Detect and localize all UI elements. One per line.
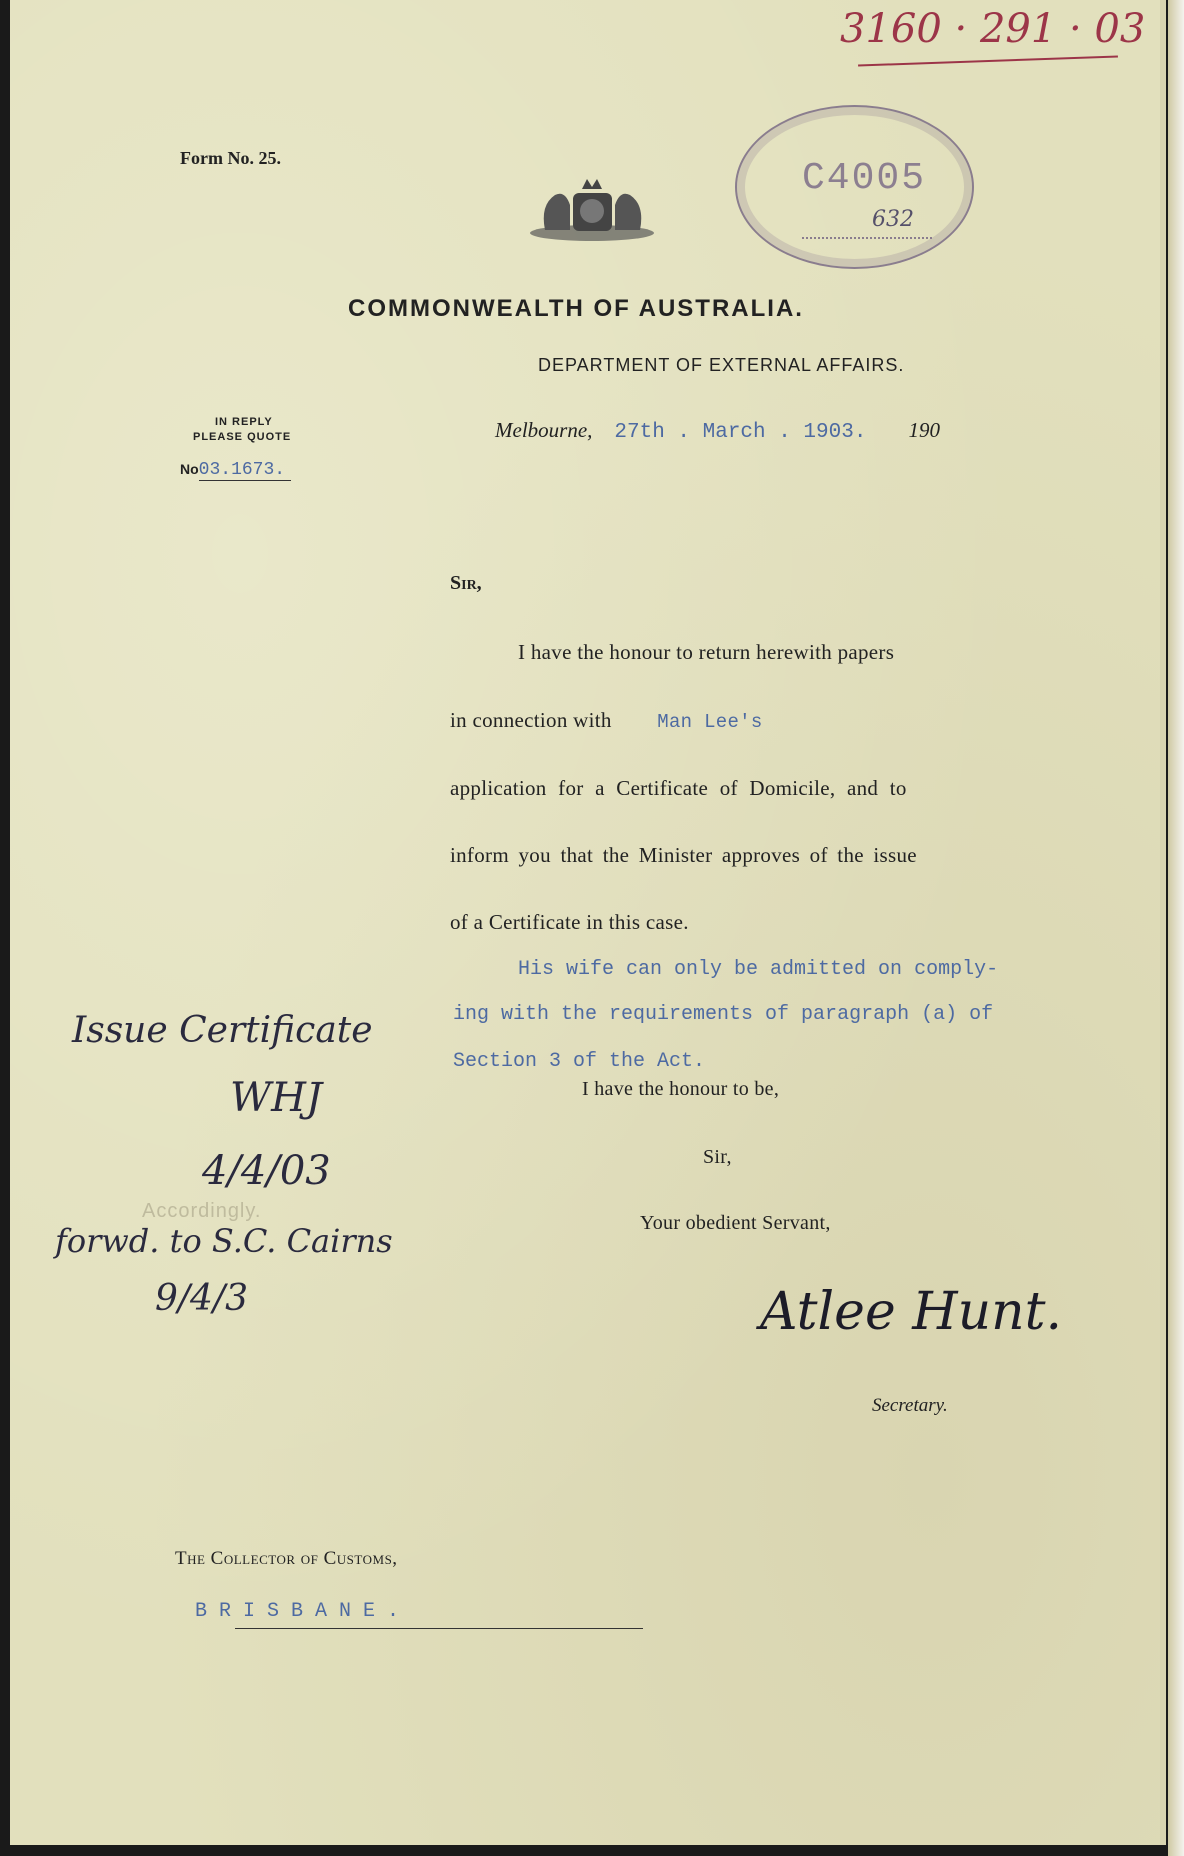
page-edge-shadow [1168,0,1184,1856]
applicant-name: Man Lee's [657,711,763,733]
margin-note-date-1: 4/4/03 [202,1148,331,1194]
date-printed-year: 190 [908,418,940,442]
reply-no-label: No [180,461,199,477]
closing-line-3: Your obedient Servant, [640,1212,831,1234]
salutation: Sir, [450,572,482,594]
closing-line-1: I have the honour to be, [582,1078,780,1100]
reply-line1: IN REPLY [215,416,273,428]
form-number: Form No. 25. [180,148,281,168]
reply-line2: PLEASE QUOTE [193,431,292,443]
stamp-number: C4005 [802,157,927,200]
body-line-4: inform you that the Minister approves of the issue [450,843,917,867]
stamp-underline [802,237,932,241]
addressee-underline [235,1628,643,1629]
margin-note-faint: Accordingly. [142,1200,262,1222]
body-line-2 [450,708,763,733]
coat-of-arms-emblem [525,175,660,250]
date-line [495,418,940,444]
closing-line-2: Sir, [703,1146,732,1168]
body-line-3: application for a Certificate of Domicile, and to [450,776,907,800]
signatory-title: Secretary. [872,1395,948,1416]
body-line-1: I have the honour to return herewith papers [518,640,895,664]
margin-note-forwarded: forwd. to S.C. Cairns [55,1222,393,1260]
addressee-line-1: The Collector of Customs, [175,1548,398,1569]
typed-para-line-3: Section 3 of the Act. [453,1050,706,1073]
handwritten-reference: 3160 · 291 · 03 [840,6,1146,52]
registry-stamp [735,105,974,269]
stamp-subnumber: 632 [872,207,914,232]
body-line-2-prefix: in connection with [450,708,612,732]
typed-para-line-1: His wife can only be admitted on comply- [518,958,999,981]
margin-note-initials: WHJ [230,1075,323,1121]
header-department: DEPARTMENT OF EXTERNAL AFFAIRS. [538,355,905,375]
margin-note-date-2: 9/4/3 [155,1278,248,1319]
date-place: Melbourne, [495,418,593,442]
document-page [10,0,1166,1845]
body-line-5: of a Certificate in this case. [450,910,689,934]
addressee-line-2: B R I S B A N E . [195,1600,400,1623]
reply-no-value: 03.1673. [199,460,291,481]
margin-note-issue-certificate: Issue Certificate [72,1010,373,1051]
reply-number [180,460,291,480]
header-title: COMMONWEALTH OF AUSTRALIA. [348,295,804,322]
signature: Atlee Hunt. [760,1282,1062,1342]
date-typed: 27th . March . 1903. [614,421,867,444]
typed-para-line-2: ing with the requirements of paragraph (a) of [453,1003,994,1026]
reference-underline [858,55,1118,66]
